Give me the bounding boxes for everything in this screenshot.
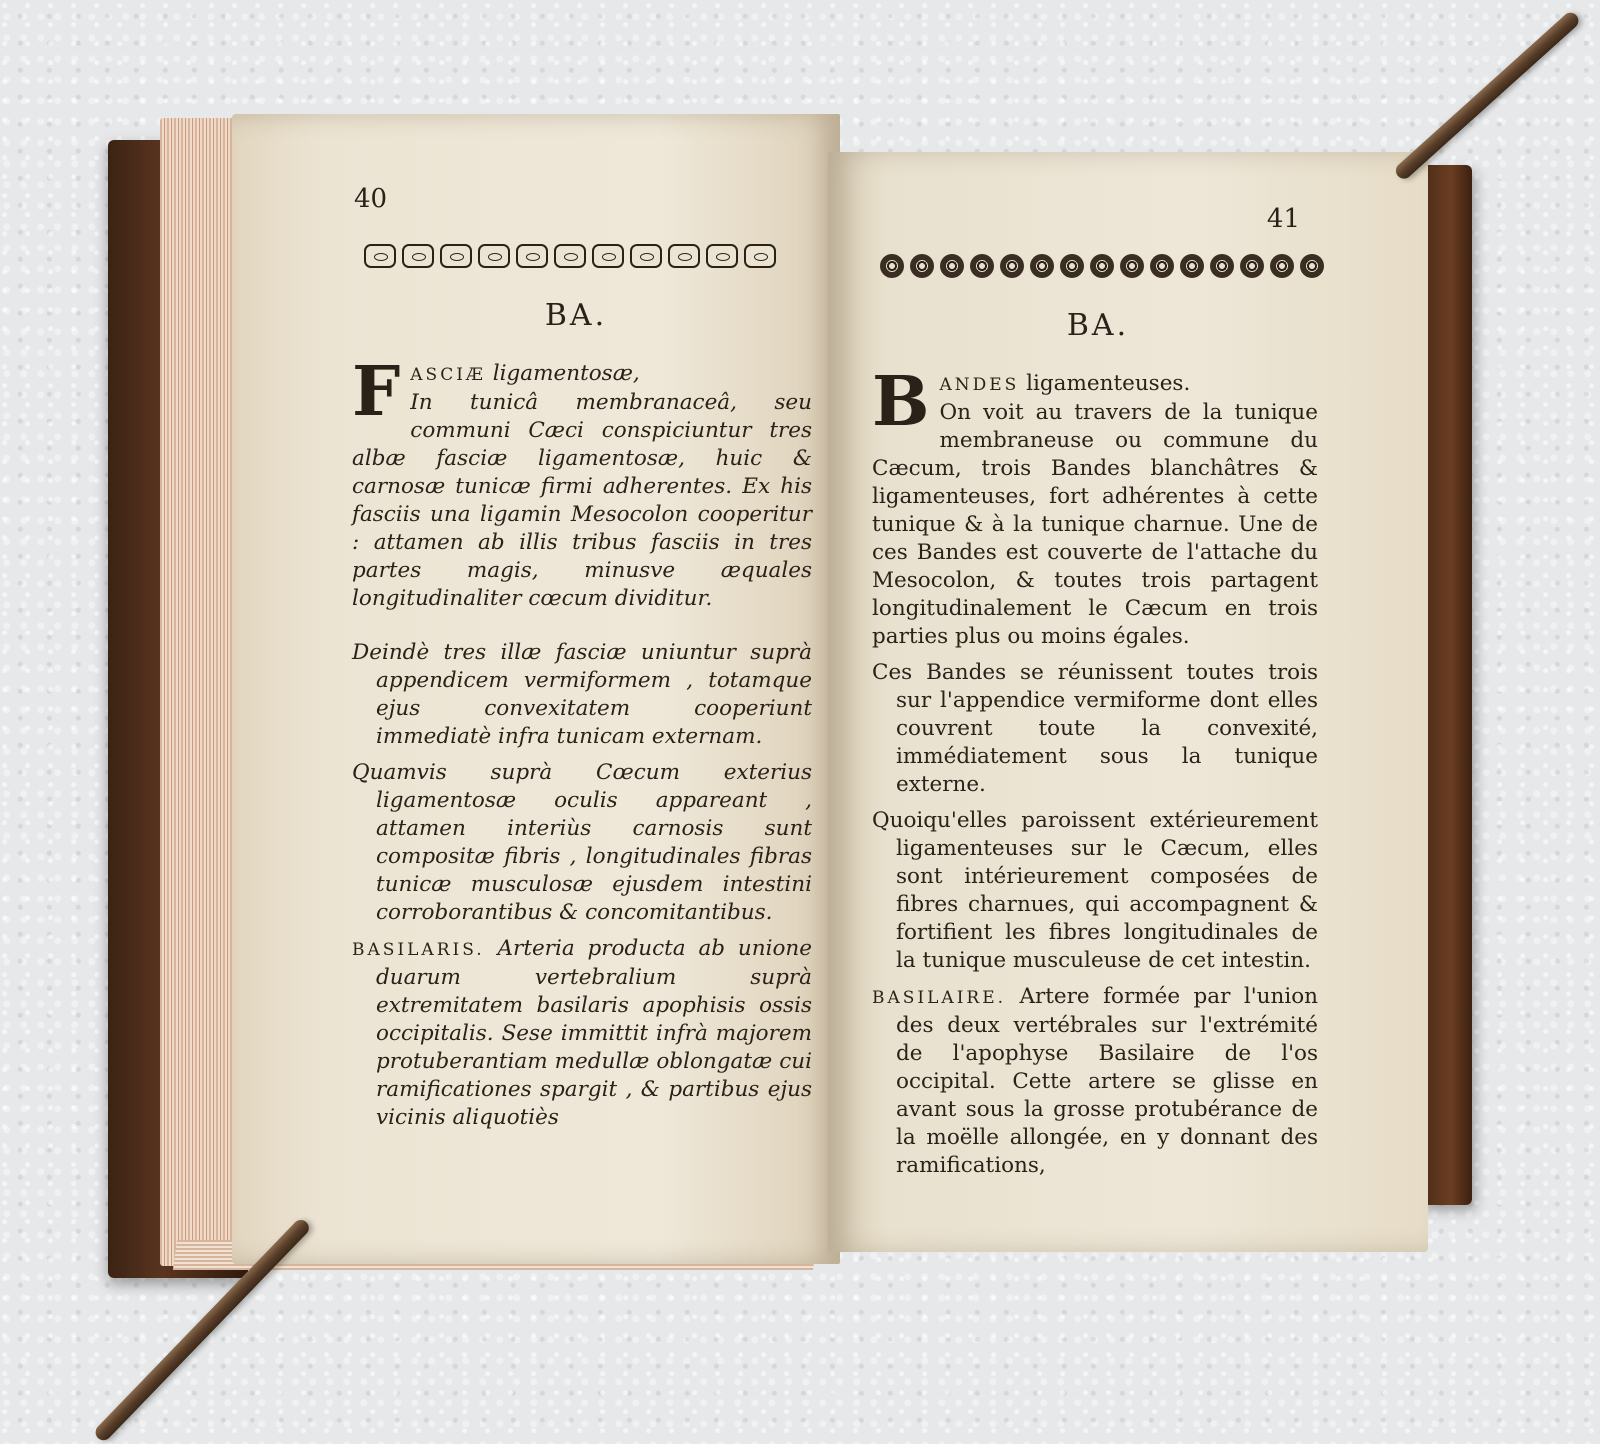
holding-stick-top	[1393, 9, 1582, 181]
entry-lead: BASILARIS.	[352, 940, 485, 960]
page-text	[872, 362, 1318, 1188]
entry-paragraph: Deindè tres illæ fasciæ uniuntur suprà appendicem vermiformem , totamque ejus convexitatem cooperiunt immediatè infra tunicam externam.	[352, 640, 812, 749]
entry-basilaire	[872, 983, 1318, 1180]
page-number: 41	[1266, 204, 1300, 234]
printers-ornament	[880, 254, 1324, 278]
left-page	[232, 114, 840, 1264]
entry-lead: ASCIÆ	[410, 365, 486, 385]
entry-basilaris	[352, 935, 812, 1132]
entry-lead: BASILAIRE.	[872, 988, 1007, 1008]
entry-paragraph: Quoiqu'elles paroissent extérieurement ligamenteuses sur le Cæcum, elles sont intérieurement composées de fibres charnues, qui accompagnent & fortifient les fibres longitudinales de la tunique musculeuse de cet intestin.	[872, 808, 1318, 973]
entry-bandes	[872, 362, 1318, 651]
page-number: 40	[354, 184, 388, 214]
entry-text: On voit au travers de la tunique membraneuse ou commune du Cæcum, trois Bandes blanchâtres & ligamenteuses, fort adhérentes à cette tunique & à la tunique charnue. Une de ces Bandes est couverte de l'attache du Mesocolon, & toutes trois partagent longitudinalement le Cæcum en trois parties plus ou moins égales.	[872, 400, 1318, 649]
drop-cap: B	[872, 362, 930, 442]
entry-text: Artere formée par l'union des deux vertébrales sur l'extrémité de l'apophyse Basilaire de l'os occipital. Cette artere se glisse en avant sous la grosse protubérance de la moëlle allongée, en y donnant des ramifications,	[896, 984, 1318, 1178]
entry-paragraph: Ces Bandes se réunissent toutes trois sur l'appendice vermiforme dont elles couvrent toute la convexité, immédiatement sous la tunique externe.	[872, 660, 1318, 797]
page-text	[352, 352, 812, 1140]
right-page	[828, 152, 1428, 1252]
entry-fasciae	[352, 352, 812, 613]
entry-text: Arteria producta ab unione duarum vertebralium suprà extremitatem basilaris apophisis ossis occipitalis. Sese immittit infrà majorem protuberantiam medullæ oblongatæ cui ramificationes spargit , & partibus ejus vicinis aliquotiès	[376, 936, 812, 1130]
entry-paragraph: Quamvis suprà Cœcum exterius ligamentosæ oculis appareant , attamen interiùs carnosis sunt compositæ fibris , longitudinales fibras tunicæ musculosæ ejusdem intestini corroborantibus & concomitantibus.	[352, 760, 812, 925]
section-heading: BA.	[1066, 308, 1130, 343]
drop-cap: F	[352, 352, 401, 432]
section-heading: BA.	[544, 298, 608, 333]
entry-title: ligamentosæ,	[485, 361, 640, 386]
entry-lead: ANDES	[939, 375, 1020, 395]
printers-ornament	[364, 244, 776, 268]
entry-title: ligamenteuses.	[1019, 371, 1191, 396]
entry-text: In tunicâ membranaceâ, seu communi Cæci conspiciuntur tres albæ fasciæ ligamentosæ, huic & carnosæ tunicæ firmi adherentes. Ex his fasciis una ligamin Mesocolon cooperitur : attamen ab illis tribus fasciis in tres partes magis, minusve æquales longitudinaliter cœcum dividitur.	[352, 390, 812, 611]
